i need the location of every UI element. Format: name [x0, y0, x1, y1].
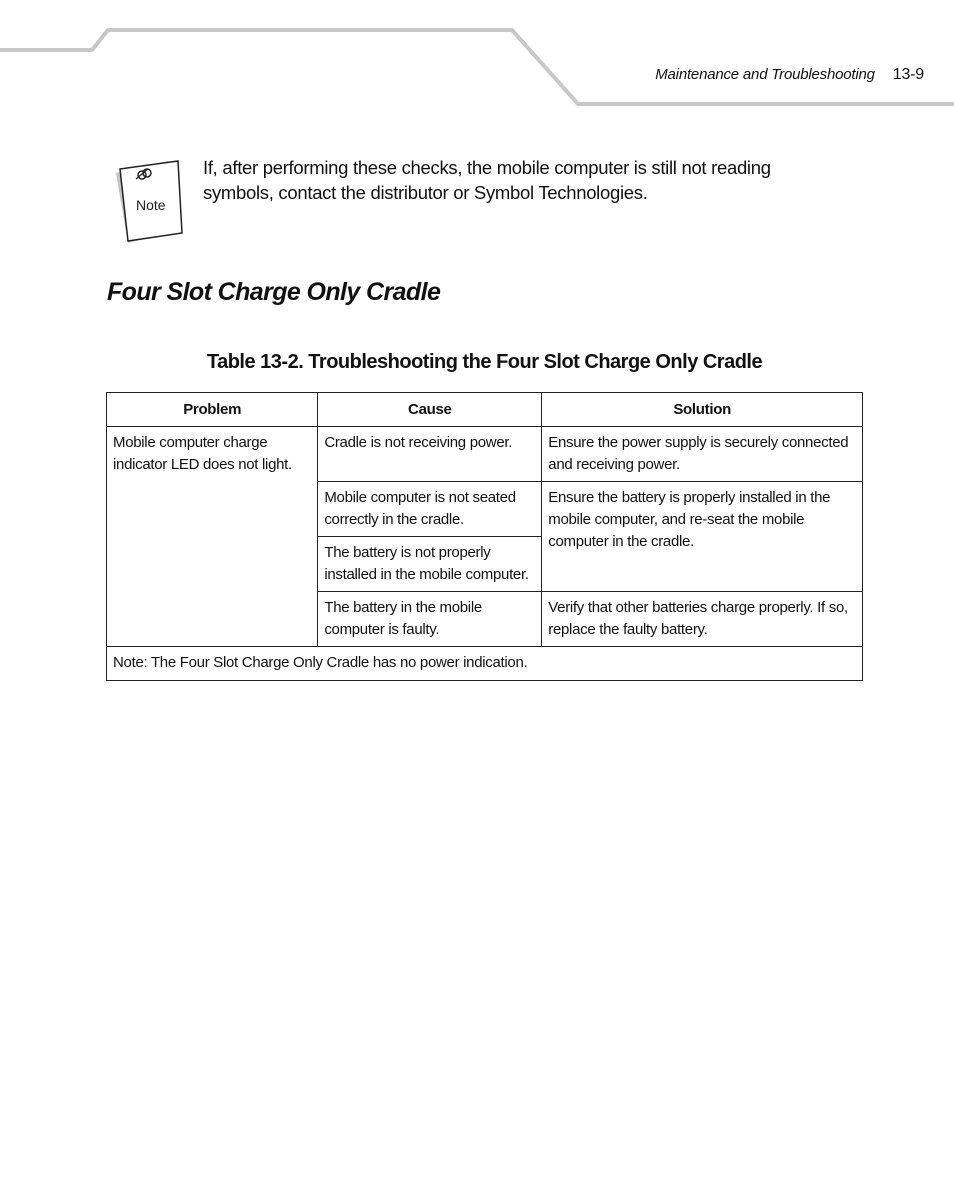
note-block [112, 155, 812, 255]
cause-cell: The battery in the mobile computer is faulty. [318, 592, 542, 647]
page-number: 13-9 [892, 66, 924, 83]
section-title: Four Slot Charge Only Cradle [107, 278, 441, 306]
troubleshooting-table [106, 392, 863, 681]
note-text: If, after performing these checks, the mobile computer is still not reading symbols, contact the distributor or Symbol Technologies. [203, 157, 771, 203]
table-footnote-row [107, 647, 863, 681]
header-section-title: Maintenance and Troubleshooting [655, 66, 875, 83]
problem-cell: Mobile computer charge indicator LED does not light. [107, 427, 318, 647]
column-header-solution: Solution [542, 393, 863, 427]
solution-cell: Verify that other batteries charge properly. If so, replace the faulty battery. [542, 592, 863, 647]
cause-cell: The battery is not properly installed in the mobile computer. [318, 537, 542, 592]
solution-cell: Ensure the power supply is securely connected and receiving power. [542, 427, 863, 482]
column-header-cause: Cause [318, 393, 542, 427]
note-icon [112, 155, 188, 247]
note-icon-label: Note [136, 197, 166, 213]
header-rule [0, 0, 954, 110]
table-footnote: Note: The Four Slot Charge Only Cradle has no power indication. [107, 647, 863, 681]
cause-cell: Mobile computer is not seated correctly in the cradle. [318, 482, 542, 537]
running-header [655, 66, 924, 84]
solution-cell: Ensure the battery is properly installed in the mobile computer, and re-seat the mobile computer in the cradle. [542, 482, 863, 592]
table-header-row [107, 393, 863, 427]
cause-cell: Cradle is not receiving power. [318, 427, 542, 482]
table-caption: Table 13-2. Troubleshooting the Four Slot Charge Only Cradle [206, 351, 763, 373]
table-row [107, 427, 863, 482]
column-header-problem: Problem [107, 393, 318, 427]
